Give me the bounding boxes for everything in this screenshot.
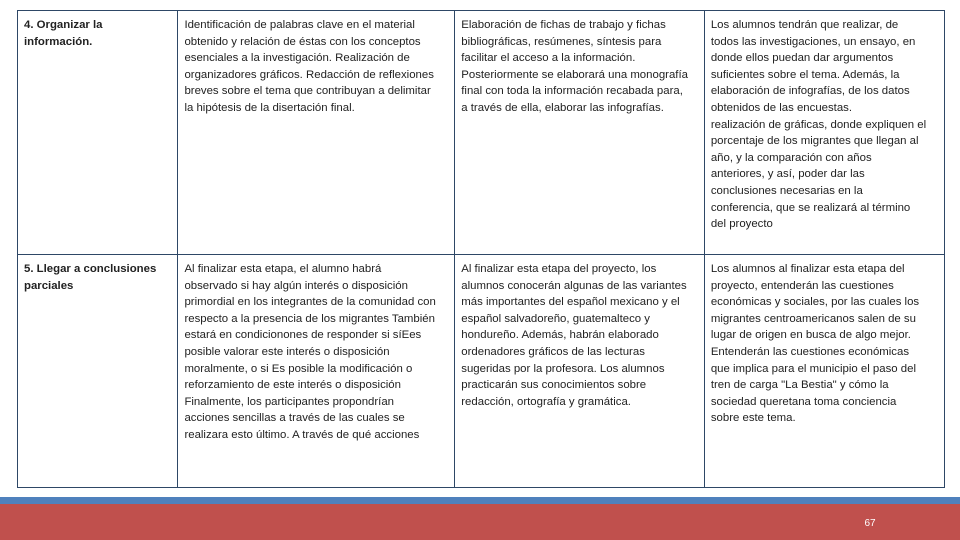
- outcomes-text: Los alumnos al finalizar esta etapa del proyecto, entenderán las cuestiones económicas y sociales, por las cuales los migrantes centroamericanos salen de su lugar de origen en busca de algo mejor. Entenderán las cuestiones económicas que implica para el municipio el paso del tren de carga "La Bestia" y cómo la sociedad queretana toma conciencia sobre este tema.: [710, 263, 920, 425]
- footer-blue-band: [0, 497, 960, 504]
- outcomes-cell: [704, 11, 944, 255]
- stage-cell: [18, 11, 178, 255]
- products-cell: [455, 11, 705, 255]
- table-row: [18, 11, 945, 255]
- stage-title: 4. Organizar la información.: [24, 19, 103, 48]
- products-text: Al finalizar esta etapa del proyecto, los alumnos conocerán algunas de las variantes más importantes del español mexicano y el español salvadoreño, guatemalteco y hondureño. Además, habrán elaborado ordenadores gráficos de las lecturas sugeridas por la profesora. Los alumnos practicarán sus conocimientos sobre redacción, ortografía y gramática.: [461, 263, 687, 408]
- stage-cell: [18, 255, 178, 488]
- stage-title: 5. Llegar a conclusiones parciales: [24, 263, 157, 292]
- products-text: Elaboración de fichas de trabajo y fichas bibliográficas, resúmenes, síntesis para facilitar el acceso a la información. Posteriormente se elaborará una monografía final con toda la información recabada para, a través de ella, elaborar las infografías.: [461, 19, 688, 114]
- outcomes-text: Los alumnos tendrán que realizar, de todos las investigaciones, un ensayo, en donde ellos puedan dar argumentos suficientes sobre el tema. Además, la elaboración de infografías, de los datos obtenidos de las encuestas. realización de gráficas, donde expliquen el porcentaje de los migrantes que llegan al año, y la comparación con años anteriores, y así, poder dar las conclusiones necesarias en la conferencia, que se realizará al término del proyecto: [710, 19, 927, 231]
- outcomes-cell: [704, 255, 944, 488]
- page-number: 67: [864, 518, 876, 529]
- activities-text: Al finalizar esta etapa, el alumno habrá observado si hay algún interés o disposición primordial en los integrantes de la comunidad con respecto a la presencia de los migrantes También estará en condicionones de responder si síEes posible valorar este interés o disposición moralmente, o si Es posible la modificación o reforzamiento de este interés o disposición Finalmente, los participantes propondrían acciones sencillas a través de las cuales se realizara esto último. A través de qué acciones: [184, 263, 436, 441]
- activities-cell: [178, 11, 455, 255]
- footer-red-band: [0, 504, 960, 540]
- project-stages-table: [17, 10, 945, 488]
- activities-text: Identificación de palabras clave en el material obtenido y relación de éstas con los conceptos esenciales a la investigación. Realización de organizadores gráficos. Redacción de reflexiones breves sobre el tema que contribuyan a delimitar la hipótesis de la disertación final.: [184, 19, 434, 114]
- table-row: [18, 255, 945, 488]
- activities-cell: [178, 255, 455, 488]
- products-cell: [455, 255, 705, 488]
